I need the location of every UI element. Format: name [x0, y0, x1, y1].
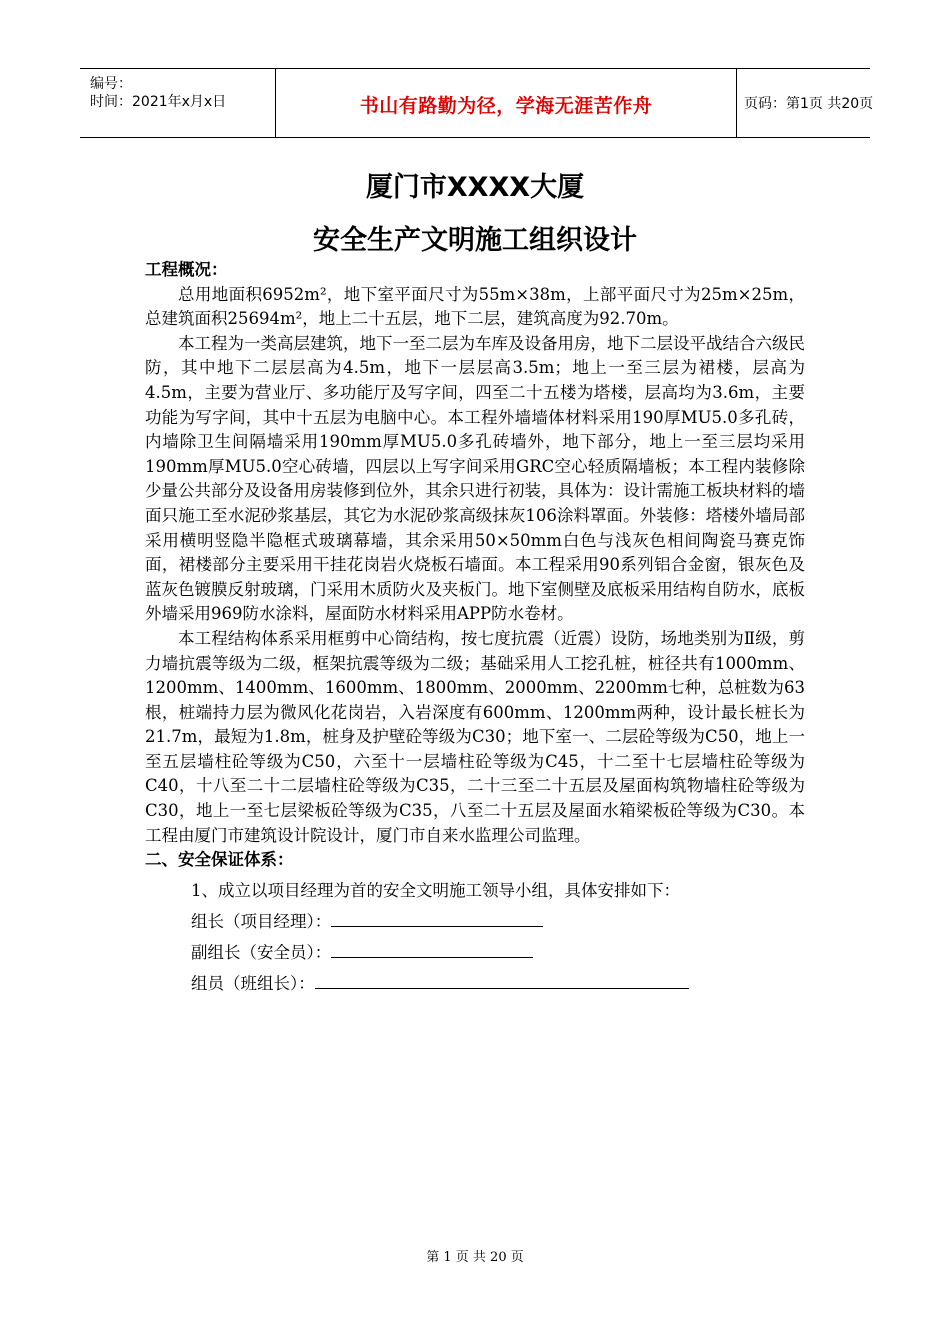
- document-subtitle: 安全生产文明施工组织设计: [313, 225, 637, 256]
- header-motto: 书山有路勤为径，学海无涯苦作舟: [359, 95, 653, 117]
- time-label: 时间：2021年x月x日: [90, 94, 227, 110]
- number-label: 编号：: [90, 76, 132, 92]
- overview-paragraph-3: 本工程结构体系采用框剪中心筒结构，按七度抗震（近震）设防，场地类别为Ⅱ级，剪力墙抗震等级为二级，框架抗震等级为二级；基础采用人工挖孔桩，桩径共有1000mm、1200mm、1400mm、1600mm、1800mm、2000mm、2200mm七种，总桩数为63根，桩端持力层为微风化花岗岩，入岩深度有600mm、1200mm两种，设计最长桩长为21.7m，最短为1.8m，桩身及护壁砼等级为C30；地下室一、二层砼等级为C50，地上一至五层墙柱砼等级为C50，六至十一层墙柱砼等级为C45，十二至十七层墙柱砼等级为C40，十八至二十二层墙柱砼等级为C35，二十三至二十五层及屋面构筑物墙柱砼等级为C30，地上一至七层梁板砼等级为C35，八至二十五层及屋面水箱梁板砼等级为C30。本工程由厦门市建筑设计院设计，厦门市自来水监理公司监理。: [145, 628, 805, 845]
- document-body: [145, 258, 805, 999]
- page-footer: 第 1 页 共 20 页: [426, 1250, 524, 1265]
- member-blank-line: [315, 970, 689, 989]
- member-label: 组员（班组长）：: [191, 973, 315, 993]
- section-heading-overview: 工程概况：: [145, 260, 228, 279]
- document-title: 厦门市XXXX大厦: [365, 172, 585, 203]
- page-header: [80, 68, 874, 138]
- leader-label: 组长（项目经理）：: [191, 911, 332, 931]
- header-right-cell: [736, 69, 874, 137]
- overview-paragraph-2: 本工程为一类高层建筑，地下一至二层为车库及设备用房，地下二层设平战结合六级民防，其中地下二层层高为4.5m，地下一层层高3.5m；地上一至三层为裙楼，层高为4.5m，主要为营业厅、多功能厅及写字间，四至二十五楼为塔楼，层高均为3.6m，主要功能为写字间，其中十五层为电脑中心。本工程外墙墙体材料采用190厚MU5.0多孔砖，内墙除卫生间隔墙采用190mm厚MU5.0多孔砖墙外，地下部分，地上一至三层均采用190mm厚MU5.0空心砖墙，四层以上写字间采用GRC空心轻质隔墙板；本工程内装修除少量公共部分及设备用房装修到位外，其余只进行初装，具体为：设计需施工板块材料的墙面只施工至水泥砂浆基层，其它为水泥砂浆高级抹灰106涂料罩面。外装修：塔楼外墙局部采用横明竖隐半隐框式玻璃幕墙，其余采用50×50mm白色与浅灰色相间陶瓷马赛克饰面，裙楼部分主要采用干挂花岗岩火烧板石墙面。本工程采用90系列铝合金窗，银灰色及蓝灰色镀膜反射玻璃，门采用木质防火及夹板门。地下室侧壁及底板采用结构自防水，底板外墙采用969防水涂料，屋面防水材料采用APP防水卷材。: [145, 333, 805, 624]
- section-heading-safety: 二、安全保证体系：: [145, 850, 294, 870]
- safety-item-1: 1、成立以项目经理为首的安全文明施工领导小组，具体安排如下：: [191, 880, 680, 900]
- header-page-info: 页码：第1页 共20页: [744, 96, 874, 112]
- leader-blank-line: [331, 908, 543, 927]
- deputy-blank-line: [331, 939, 533, 958]
- header-motto-cell: [275, 69, 737, 137]
- deputy-row: [145, 937, 805, 968]
- header-left-cell: [80, 69, 275, 137]
- deputy-label: 副组长（安全员）：: [191, 942, 332, 962]
- member-row: [145, 968, 805, 999]
- leader-row: [145, 906, 805, 937]
- overview-paragraph-1: 总用地面积6952m²，地下室平面尺寸为55m×38m，上部平面尺寸为25m×25m，总建筑面积25694m²，地上二十五层，地下二层，建筑高度为92.70m。: [145, 284, 805, 329]
